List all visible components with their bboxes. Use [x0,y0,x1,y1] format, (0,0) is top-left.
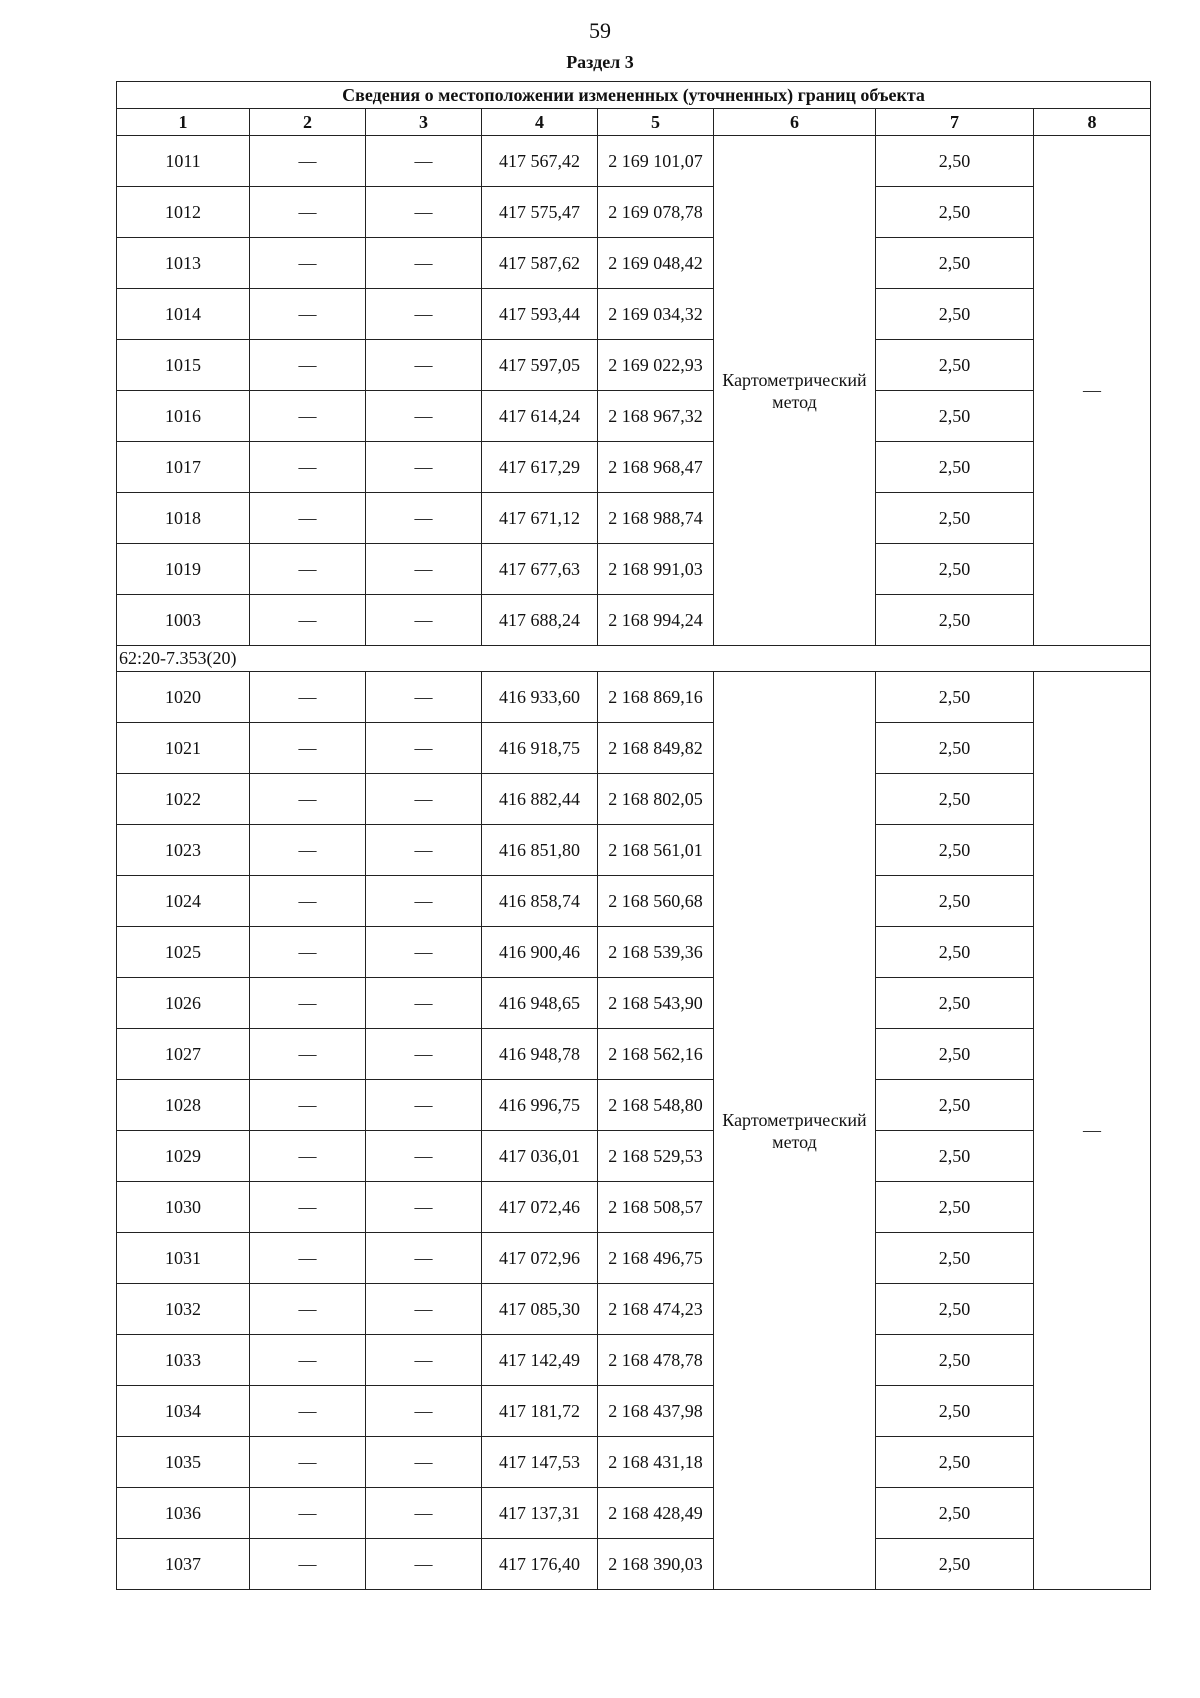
accuracy-value: 2,50 [876,1029,1034,1080]
table-row [117,1029,1151,1080]
x-coordinate: 417 137,31 [482,1488,598,1539]
col3-value: — [366,672,482,723]
y-coordinate: 2 168 991,03 [598,544,714,595]
table-row [117,187,1151,238]
table-row [117,493,1151,544]
accuracy-value: 2,50 [876,1539,1034,1590]
x-coordinate: 417 587,62 [482,238,598,289]
table-row [117,289,1151,340]
accuracy-value: 2,50 [876,774,1034,825]
method-cell: Картометрический метод [714,672,876,1590]
accuracy-value: 2,50 [876,876,1034,927]
y-coordinate: 2 168 849,82 [598,723,714,774]
x-coordinate: 417 036,01 [482,1131,598,1182]
x-coordinate: 416 948,78 [482,1029,598,1080]
x-coordinate: 416 918,75 [482,723,598,774]
accuracy-value: 2,50 [876,1488,1034,1539]
table-row [117,1386,1151,1437]
col2-value: — [250,544,366,595]
table-caption: Сведения о местоположении измененных (уточненных) границ объекта [117,82,1151,109]
col3-value: — [366,723,482,774]
col8-cell: — [1034,672,1151,1590]
point-number: 1003 [117,595,250,646]
x-coordinate: 416 858,74 [482,876,598,927]
point-number: 1027 [117,1029,250,1080]
x-coordinate: 417 677,63 [482,544,598,595]
col2-value: — [250,723,366,774]
y-coordinate: 2 168 529,53 [598,1131,714,1182]
y-coordinate: 2 168 543,90 [598,978,714,1029]
col3-value: — [366,825,482,876]
x-coordinate: 417 072,96 [482,1233,598,1284]
col3-value: — [366,544,482,595]
table-row [117,1233,1151,1284]
col2-value: — [250,774,366,825]
point-number: 1034 [117,1386,250,1437]
table-row [117,442,1151,493]
col3-value: — [366,136,482,187]
point-number: 1015 [117,340,250,391]
x-coordinate: 417 688,24 [482,595,598,646]
col2-value: — [250,1488,366,1539]
accuracy-value: 2,50 [876,340,1034,391]
col8-cell: — [1034,136,1151,646]
col3-value: — [366,1539,482,1590]
accuracy-value: 2,50 [876,1131,1034,1182]
point-number: 1019 [117,544,250,595]
y-coordinate: 2 168 994,24 [598,595,714,646]
table-row [117,927,1151,978]
accuracy-value: 2,50 [876,391,1034,442]
y-coordinate: 2 168 802,05 [598,774,714,825]
col3-value: — [366,1182,482,1233]
y-coordinate: 2 168 496,75 [598,1233,714,1284]
table-row [117,876,1151,927]
column-number: 7 [876,109,1034,136]
col3-value: — [366,493,482,544]
point-number: 1035 [117,1437,250,1488]
col3-value: — [366,1284,482,1335]
table-row [117,825,1151,876]
point-number: 1033 [117,1335,250,1386]
point-number: 1014 [117,289,250,340]
table-row [117,595,1151,646]
accuracy-value: 2,50 [876,1437,1034,1488]
point-number: 1026 [117,978,250,1029]
col2-value: — [250,1284,366,1335]
point-number: 1037 [117,1539,250,1590]
x-coordinate: 417 142,49 [482,1335,598,1386]
col2-value: — [250,595,366,646]
y-coordinate: 2 168 967,32 [598,391,714,442]
column-number: 5 [598,109,714,136]
point-number: 1021 [117,723,250,774]
point-number: 1023 [117,825,250,876]
table-row [117,1131,1151,1182]
x-coordinate: 417 147,53 [482,1437,598,1488]
col2-value: — [250,825,366,876]
y-coordinate: 2 168 562,16 [598,1029,714,1080]
accuracy-value: 2,50 [876,672,1034,723]
y-coordinate: 2 169 048,42 [598,238,714,289]
table-row [117,1284,1151,1335]
table-row [117,1335,1151,1386]
accuracy-value: 2,50 [876,136,1034,187]
y-coordinate: 2 169 101,07 [598,136,714,187]
column-number: 4 [482,109,598,136]
col3-value: — [366,774,482,825]
y-coordinate: 2 168 560,68 [598,876,714,927]
table-row [117,136,1151,187]
column-number-row [117,109,1151,136]
col3-value: — [366,1386,482,1437]
col3-value: — [366,391,482,442]
accuracy-value: 2,50 [876,187,1034,238]
object-label: 62:20-7.353(20) [117,646,1151,672]
method-cell: Картометрический метод [714,136,876,646]
col2-value: — [250,442,366,493]
y-coordinate: 2 168 478,78 [598,1335,714,1386]
table-row [117,723,1151,774]
accuracy-value: 2,50 [876,493,1034,544]
y-coordinate: 2 168 474,23 [598,1284,714,1335]
accuracy-value: 2,50 [876,289,1034,340]
col2-value: — [250,1386,366,1437]
page-number: 59 [589,18,611,43]
col2-value: — [250,1539,366,1590]
x-coordinate: 416 851,80 [482,825,598,876]
column-number: 8 [1034,109,1151,136]
column-number: 1 [117,109,250,136]
point-number: 1036 [117,1488,250,1539]
point-number: 1025 [117,927,250,978]
y-coordinate: 2 168 561,01 [598,825,714,876]
accuracy-value: 2,50 [876,442,1034,493]
x-coordinate: 417 567,42 [482,136,598,187]
col3-value: — [366,1131,482,1182]
point-number: 1020 [117,672,250,723]
point-number: 1018 [117,493,250,544]
y-coordinate: 2 168 431,18 [598,1437,714,1488]
col3-value: — [366,1488,482,1539]
x-coordinate: 417 597,05 [482,340,598,391]
x-coordinate: 416 882,44 [482,774,598,825]
col2-value: — [250,876,366,927]
section-title: Раздел 3 [566,52,634,72]
point-number: 1017 [117,442,250,493]
y-coordinate: 2 169 022,93 [598,340,714,391]
column-number: 6 [714,109,876,136]
accuracy-value: 2,50 [876,978,1034,1029]
x-coordinate: 417 593,44 [482,289,598,340]
table-row [117,1080,1151,1131]
y-coordinate: 2 168 390,03 [598,1539,714,1590]
column-number: 2 [250,109,366,136]
table-row [117,544,1151,595]
y-coordinate: 2 168 548,80 [598,1080,714,1131]
point-number: 1030 [117,1182,250,1233]
col3-value: — [366,876,482,927]
col3-value: — [366,289,482,340]
y-coordinate: 2 168 437,98 [598,1386,714,1437]
y-coordinate: 2 168 869,16 [598,672,714,723]
y-coordinate: 2 169 034,32 [598,289,714,340]
col2-value: — [250,927,366,978]
table-row [117,978,1151,1029]
accuracy-value: 2,50 [876,1182,1034,1233]
table-row [117,1488,1151,1539]
x-coordinate: 417 671,12 [482,493,598,544]
col2-value: — [250,1182,366,1233]
y-coordinate: 2 168 508,57 [598,1182,714,1233]
point-number: 1032 [117,1284,250,1335]
point-number: 1011 [117,136,250,187]
accuracy-value: 2,50 [876,1080,1034,1131]
accuracy-value: 2,50 [876,1335,1034,1386]
table-caption-row [117,82,1151,109]
x-coordinate: 417 181,72 [482,1386,598,1437]
x-coordinate: 417 176,40 [482,1539,598,1590]
point-number: 1013 [117,238,250,289]
accuracy-value: 2,50 [876,544,1034,595]
x-coordinate: 417 085,30 [482,1284,598,1335]
col3-value: — [366,978,482,1029]
col2-value: — [250,1131,366,1182]
col3-value: — [366,1233,482,1284]
y-coordinate: 2 168 968,47 [598,442,714,493]
y-coordinate: 2 168 539,36 [598,927,714,978]
col2-value: — [250,1335,366,1386]
x-coordinate: 417 617,29 [482,442,598,493]
boundary-table [116,81,1151,1590]
object-label-row [117,646,1151,672]
col3-value: — [366,340,482,391]
col3-value: — [366,1080,482,1131]
col2-value: — [250,391,366,442]
col3-value: — [366,187,482,238]
y-coordinate: 2 168 428,49 [598,1488,714,1539]
col2-value: — [250,340,366,391]
accuracy-value: 2,50 [876,238,1034,289]
point-number: 1028 [117,1080,250,1131]
table-row [117,238,1151,289]
col2-value: — [250,289,366,340]
x-coordinate: 416 948,65 [482,978,598,1029]
table-row [117,1539,1151,1590]
x-coordinate: 416 996,75 [482,1080,598,1131]
table-row [117,391,1151,442]
y-coordinate: 2 168 988,74 [598,493,714,544]
point-number: 1024 [117,876,250,927]
col3-value: — [366,595,482,646]
accuracy-value: 2,50 [876,595,1034,646]
x-coordinate: 417 072,46 [482,1182,598,1233]
x-coordinate: 417 575,47 [482,187,598,238]
accuracy-value: 2,50 [876,927,1034,978]
point-number: 1016 [117,391,250,442]
point-number: 1029 [117,1131,250,1182]
col3-value: — [366,1437,482,1488]
accuracy-value: 2,50 [876,1233,1034,1284]
col2-value: — [250,1029,366,1080]
col2-value: — [250,136,366,187]
col3-value: — [366,927,482,978]
col2-value: — [250,1233,366,1284]
x-coordinate: 416 900,46 [482,927,598,978]
col2-value: — [250,672,366,723]
accuracy-value: 2,50 [876,1284,1034,1335]
table-row [117,672,1151,723]
col3-value: — [366,442,482,493]
table-row [117,774,1151,825]
col3-value: — [366,238,482,289]
col2-value: — [250,1080,366,1131]
col3-value: — [366,1335,482,1386]
x-coordinate: 417 614,24 [482,391,598,442]
point-number: 1012 [117,187,250,238]
col3-value: — [366,1029,482,1080]
col2-value: — [250,1437,366,1488]
accuracy-value: 2,50 [876,1386,1034,1437]
point-number: 1022 [117,774,250,825]
table-row [117,1437,1151,1488]
y-coordinate: 2 169 078,78 [598,187,714,238]
x-coordinate: 416 933,60 [482,672,598,723]
accuracy-value: 2,50 [876,723,1034,774]
col2-value: — [250,187,366,238]
point-number: 1031 [117,1233,250,1284]
table-row [117,1182,1151,1233]
accuracy-value: 2,50 [876,825,1034,876]
table-row [117,340,1151,391]
col2-value: — [250,238,366,289]
col2-value: — [250,493,366,544]
col2-value: — [250,978,366,1029]
column-number: 3 [366,109,482,136]
